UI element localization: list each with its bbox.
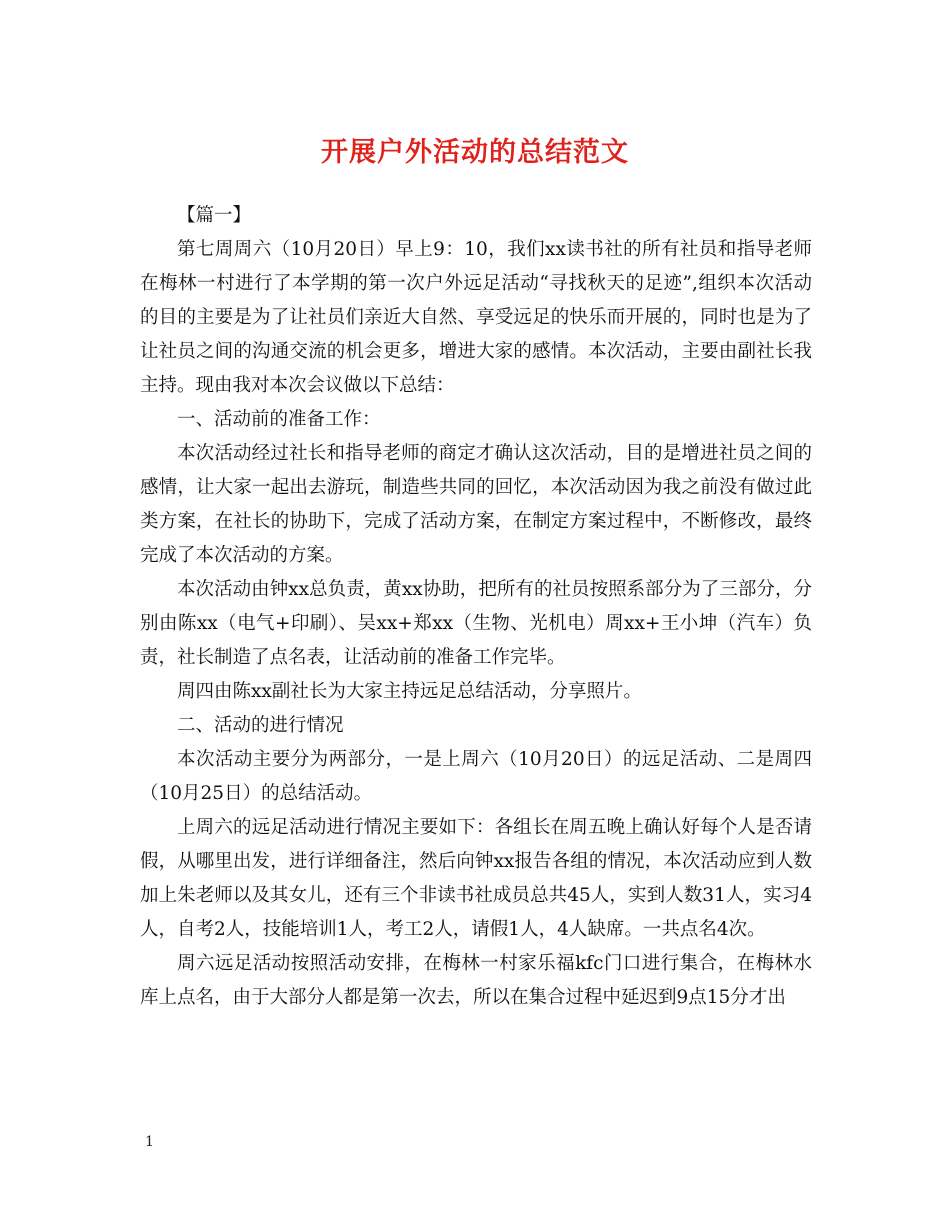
document-title: 开展户外活动的总结范文 [321, 137, 629, 168]
body-paragraph: 第七周周六（10月20日）早上9：10，我们xx读书社的所有社员和指导老师在梅林一村进行了本学期的第一次户外远足活动“寻找秋天的足迹”,组织本次活动的目的主要是为了让社员们亲近大自然、享受远足的快乐而开展的，同时也是为了让社员之间的沟通交流的机会更多，增进大家的感情。本次活动，主要由副社长我主持。现由我对本次会议做以下总结： [140, 239, 812, 396]
section-marker: 【篇一】 [177, 205, 252, 226]
body-paragraph: 本次活动由钟xx总负责，黄xx协助，把所有的社员按照系部分为了三部分，分别由陈xx（电气+印刷）、吴xx+郑xx（生物、光机电）周xx+王小坤（汽车）负责，社长制造了点名表，让活动前的准备工作完毕。 [140, 579, 812, 668]
section-heading: 二、活动的进行情况 [177, 715, 344, 736]
page-number: 1 [145, 1134, 154, 1150]
section-heading: 一、活动前的准备工作： [177, 409, 381, 430]
body-paragraph: 本次活动主要分为两部分，一是上周六（10月20日）的远足活动、二是周四（10月25日）的总结活动。 [140, 749, 812, 804]
body-paragraph: 周四由陈xx副社长为大家主持远足总结活动，分享照片。 [177, 681, 642, 702]
body-paragraph: 周六远足活动按照活动安排，在梅林一村家乐福kfc门口进行集合，在梅林水库上点名，由于大部分人都是第一次去，所以在集合过程中延迟到9点15分才出 [140, 953, 812, 1008]
body-paragraph: 上周六的远足活动进行情况主要如下：各组长在周五晚上确认好每个人是否请假，从哪里出发，进行详细备注，然后向钟xx报告各组的情况，本次活动应到人数加上朱老师以及其女儿，还有三个非读书社成员总共45人，实到人数31人，实习4人，自考2人，技能培训1人，考工2人，请假1人，4人缺席。一共点名4次。 [140, 817, 812, 940]
document-body [140, 199, 812, 1015]
body-paragraph: 本次活动经过社长和指导老师的商定才确认这次活动，目的是增进社员之间的感情，让大家一起出去游玩，制造些共同的回忆，本次活动因为我之前没有做过此类方案，在社长的协助下，完成了活动方案，在制定方案过程中，不断修改，最终完成了本次活动的方案。 [140, 443, 812, 566]
